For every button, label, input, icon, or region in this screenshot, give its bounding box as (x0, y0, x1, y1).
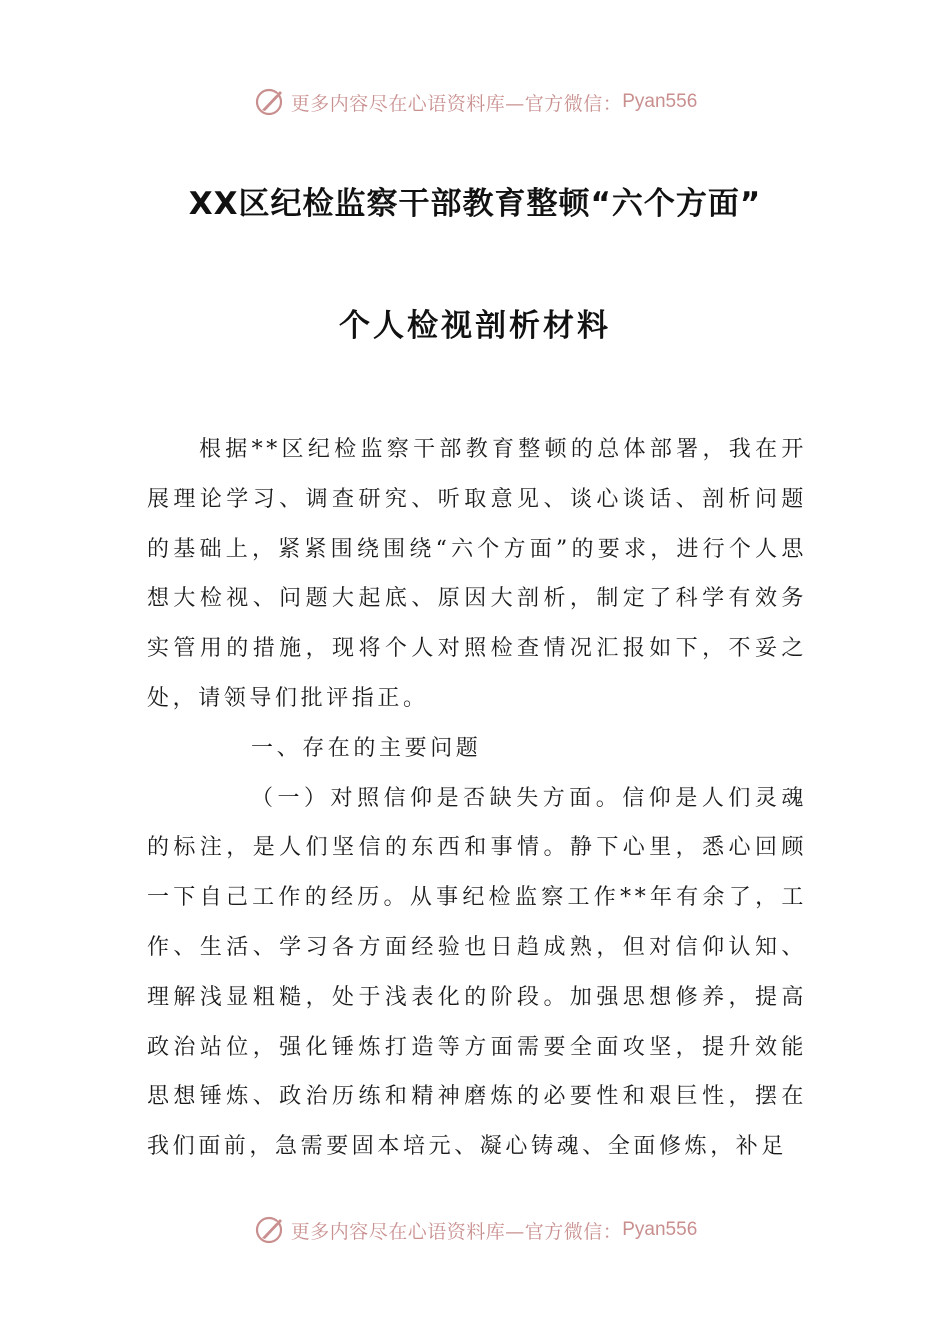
section-heading: 一、存在的主要问题 (251, 735, 482, 761)
watermark-wechat-id: Pyan556 (622, 1219, 698, 1240)
watermark-wechat-id: Pyan556 (622, 91, 698, 112)
watermark-banner-top (0, 82, 950, 122)
quill-circle-icon (253, 85, 287, 119)
intro-paragraph: 根据**区纪检监察干部教育整顿的总体部署，我在开展理论学习、调查研究、听取意见、谈心谈话、剖析问题的基础上，紧紧围绕围绕“六个方面”的要求，进行个人思想大检视、问题大起底、原因大剖析，制定了科学有效务实管用的措施，现将个人对照检查情况汇报如下，不妥之处，请领导们批评指正。 (147, 437, 807, 711)
watermark-text: 更多内容尽在心语资料库—官方微信： (290, 92, 623, 115)
watermark-banner-bottom (0, 1210, 950, 1250)
subsection-paragraph: （一）对照信仰是否缺失方面。信仰是人们灵魂的标注，是人们坚信的东西和事情。静下心里，悉心回顾一下自己工作的经历。从事纪检监察工作**年有余了，工作、生活、学习各方面经验也日趋成熟，但对信仰认知、理解浅显粗糙，处于浅表化的阶段。加强思想修养，提高政治站位，强化锤炼打造等方面需要全面攻坚，提升效能思想锤炼、政治历练和精神磨炼的必要性和艰巨性，摆在我们面前，急需要固本培元、凝心铸魂、全面修炼，补足 (147, 785, 807, 1160)
document-title-line2: 个人检视剖析材料 (339, 308, 611, 344)
watermark-text: 更多内容尽在心语资料库—官方微信： (290, 1220, 623, 1243)
quill-circle-icon (253, 1213, 287, 1247)
document-title-line1: XX区纪检监察干部教育整顿“六个方面” (188, 186, 762, 222)
document-body (147, 425, 807, 1172)
